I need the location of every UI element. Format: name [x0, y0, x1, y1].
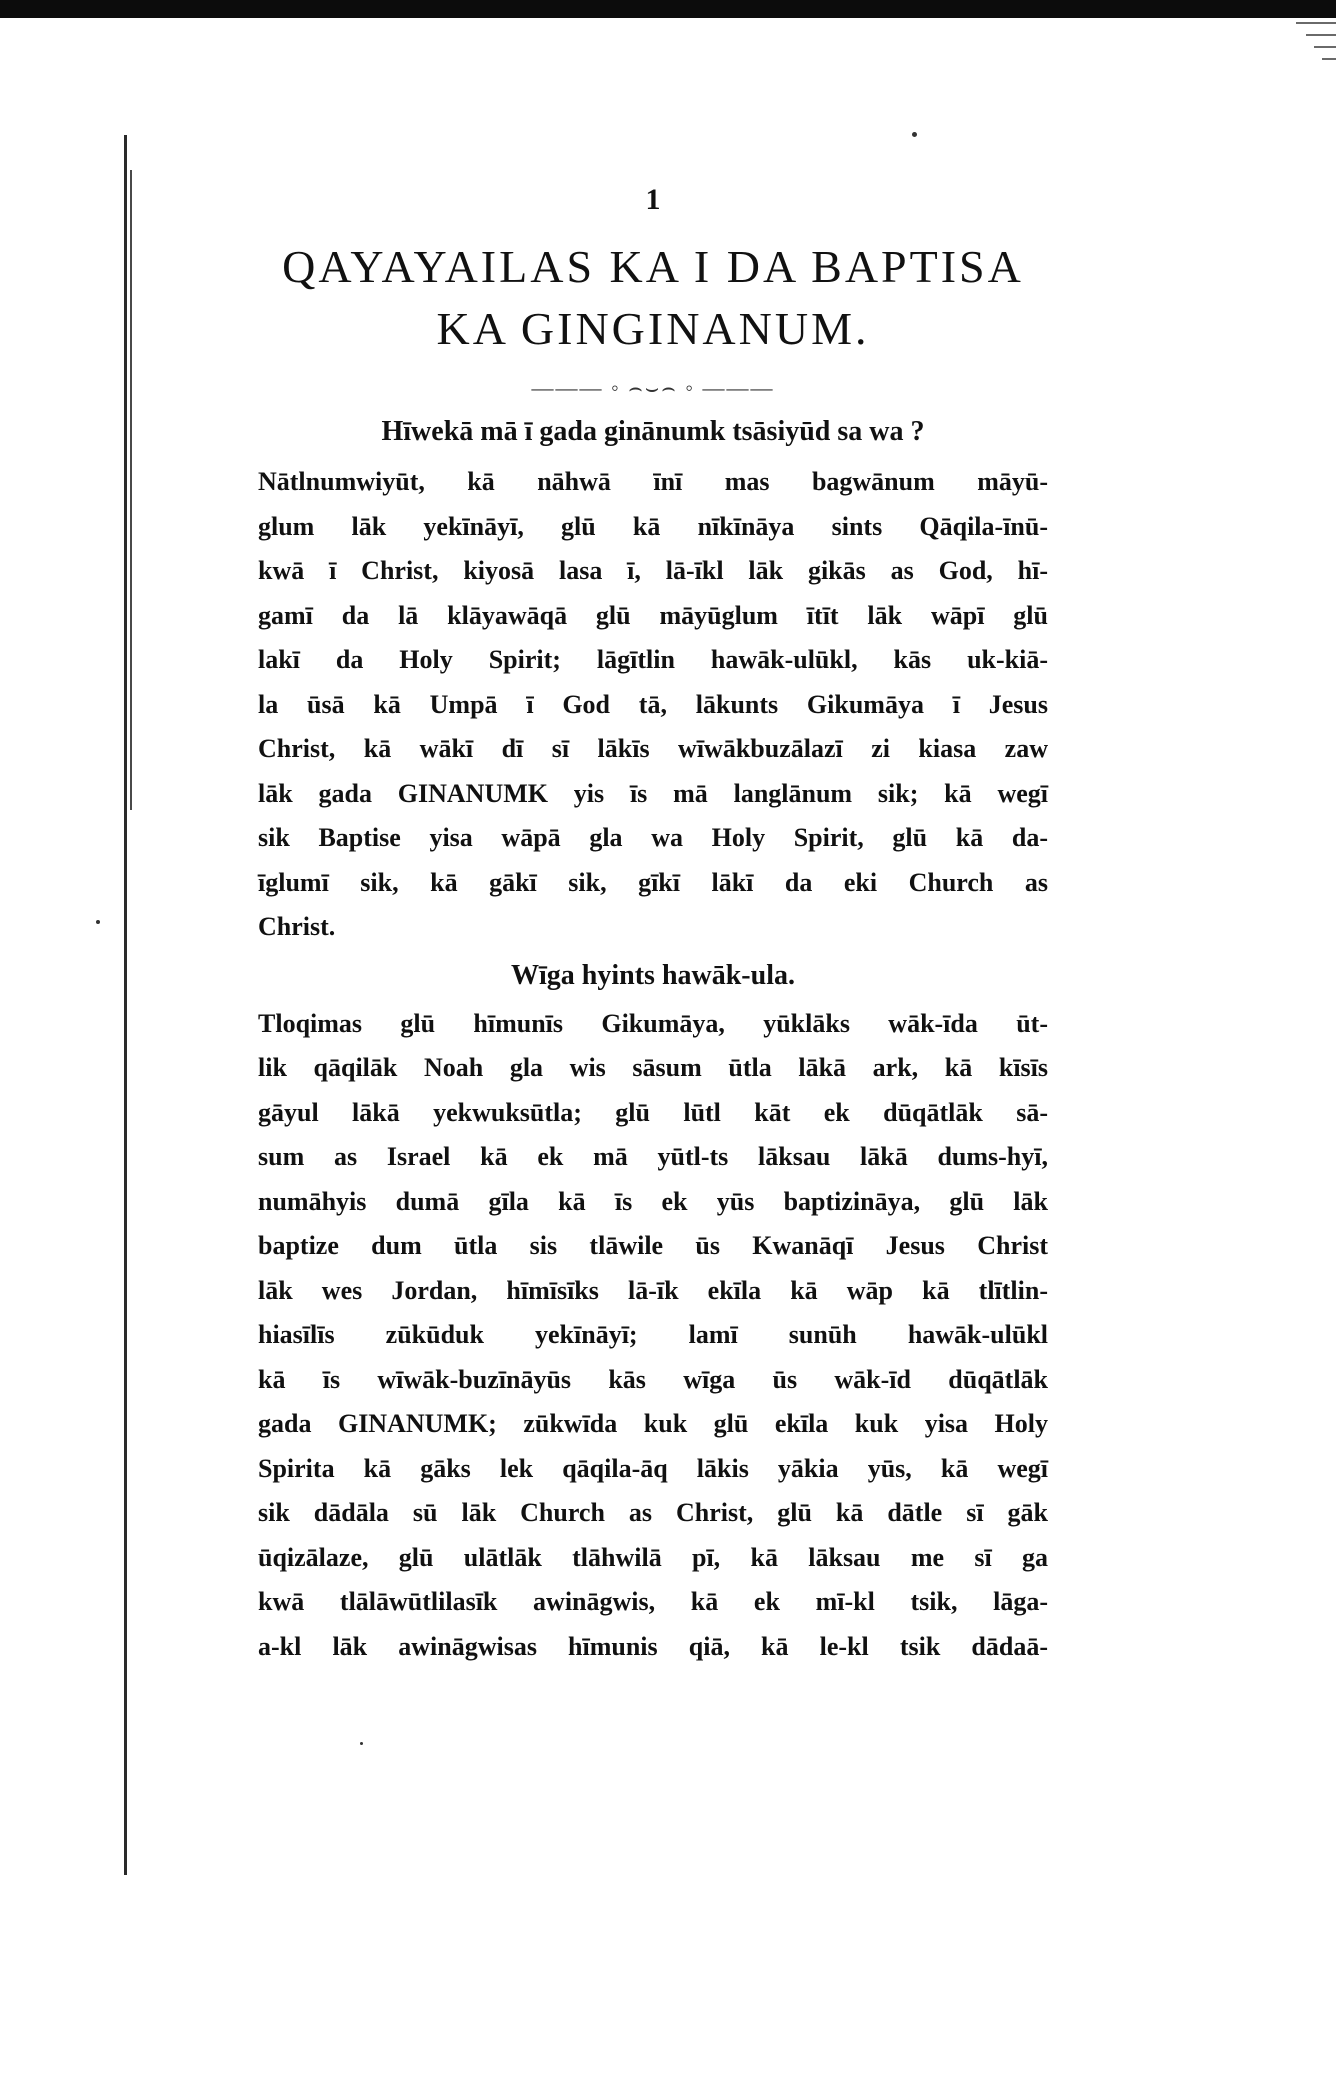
text-line: lāk gada GINANUMK yis īs mā langlānum sik; kā wegī — [258, 778, 1048, 808]
text-line: kwā ī Christ, kiyosā lasa ī, lā-īkl lāk gikās as God, hī- — [258, 556, 1048, 585]
paragraph-2 — [258, 1002, 1048, 1670]
text-line: sik dādāla sū lāk Church as Christ, glū kā dātle sī gāk — [258, 1498, 1048, 1527]
page-edge-line — [1306, 34, 1336, 36]
page-number: 1 — [645, 183, 661, 216]
page-edge-line — [1322, 58, 1336, 60]
binding-margin-line-inner — [130, 170, 132, 810]
page-edge-line — [1296, 22, 1336, 24]
page-title-line-1: QAYAYAILAS KA I DA BAPTISA — [282, 241, 1024, 292]
scan-speck — [912, 132, 917, 137]
text-line: Christ, kā wākī dī sī lākīs wīwākbuzālazī zi kiasa zaw — [258, 734, 1048, 763]
text-line: gamī da lā klāyawāqā glū māyūglum ītīt lāk wāpī glū — [258, 600, 1048, 630]
ornament-divider: ——— ◦ ⌢⌣⌢ ◦ ——— — [531, 375, 775, 400]
text-line: lakī da Holy Spirit; lāgītlin hawāk-ulūkl, kās uk-kiā- — [258, 645, 1048, 674]
text-line: kā īs wīwāk-buzīnāyūs kās wīga ūs wāk-īd dūqātlāk — [258, 1364, 1048, 1394]
scan-top-border — [0, 0, 1336, 18]
scan-speck — [360, 1742, 363, 1745]
text-line: a-kl lāk awināgwisas hīmunis qiā, kā le-kl tsik dādaā- — [258, 1631, 1048, 1661]
text-line: gada GINANUMK; zūkwīda kuk glū ekīla kuk yisa Holy — [258, 1409, 1048, 1438]
text-line: lik qāqilāk Noah gla wis sāsum ūtla lākā ark, kā kīsīs — [258, 1053, 1048, 1082]
paragraph-1 — [258, 460, 1048, 950]
text-line: Spirita kā gāks lek qāqila-āq lākis yākia yūs, kā wegī — [258, 1453, 1048, 1483]
text-line: sum as Israel kā ek mā yūtl-ts lāksau lākā dums-hyī, — [258, 1142, 1048, 1171]
text-line: Christ. — [258, 912, 336, 941]
text-line: Tloqimas glū hīmunīs Gikumāya, yūklāks wāk-īda ūt- — [258, 1008, 1048, 1038]
text-line: gāyul lākā yekwuksūtla; glū lūtl kāt ek dūqātlāk sā- — [258, 1097, 1048, 1127]
page-title-line-2: KA GINGINANUM. — [436, 303, 870, 354]
text-line: īglumī sik, kā gākī sik, gīkī lākī da eki Church as — [258, 867, 1048, 897]
text-line: lāk wes Jordan, hīmīsīks lā-īk ekīla kā wāp kā tlītlin- — [258, 1275, 1048, 1305]
text-line: baptize dum ūtla sis tlāwile ūs Kwanāqī Jesus Christ — [258, 1231, 1048, 1260]
text-line: ūqizālaze, glū ulātlāk tlāhwilā pī, kā lāksau me sī ga — [258, 1542, 1048, 1572]
text-line: hiasīlīs zūkūduk yekīnāyī; lamī sunūh hawāk-ulūkl — [258, 1320, 1048, 1349]
text-line: la ūsā kā Umpā ī God tā, lākunts Gikumāya ī Jesus — [258, 689, 1048, 719]
text-line: numāhyis dumā gīla kā īs ek yūs baptizināya, glū lāk — [258, 1186, 1048, 1216]
page-content — [258, 178, 1048, 1669]
text-line: Nātlnumwiyūt, kā nāhwā īnī mas bagwānum māyū- — [258, 467, 1048, 496]
text-line: sik Baptise yisa wāpā gla wa Holy Spirit, glū kā da- — [258, 823, 1048, 852]
binding-margin-line — [124, 135, 127, 1875]
page-edges — [1276, 0, 1336, 80]
text-line: kwā tlālāwūtlilasīk awināgwis, kā ek mī-kl tsik, lāga- — [258, 1587, 1048, 1616]
text-line: glum lāk yekīnāyī, glū kā nīkīnāya sints Qāqila-īnū- — [258, 511, 1048, 541]
question-heading: Hīwekā mā ī gada ginānumk tsāsiyūd sa wa ? — [381, 416, 925, 447]
section-subheading: Wīga hyints hawāk-ula. — [511, 959, 795, 991]
page-edge-line — [1314, 46, 1336, 48]
scan-speck — [96, 920, 100, 924]
